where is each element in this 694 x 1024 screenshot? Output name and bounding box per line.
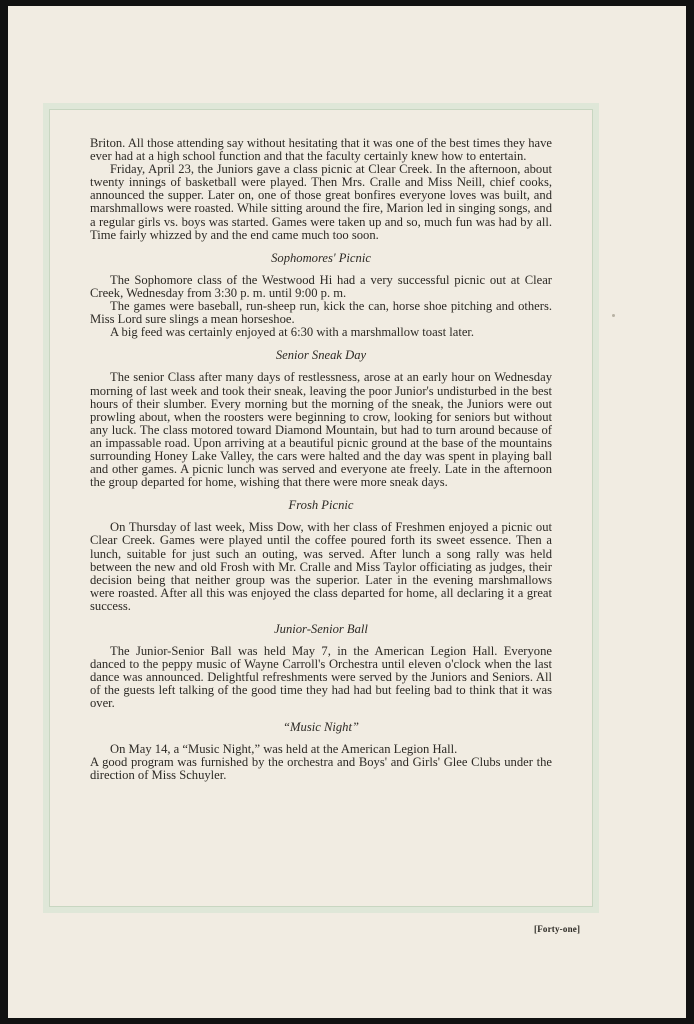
section-heading: Frosh Picnic xyxy=(288,498,354,513)
section-heading: Junior-Senior Ball xyxy=(274,622,368,636)
paragraph: The Sophomore class of the Westwood Hi had a very successful picnic out at Clear Creek, Wednesday from 3:30 p. m. until 9:00 p. m. xyxy=(90,272,552,300)
paragraph: On May 14, a “Music Night,” was held at the American Legion Hall. xyxy=(110,741,458,756)
paragraph: The games were baseball, run-sheep run, kick the can, horse shoe pitching and others. Miss Lord sure slings a mean horseshoe. xyxy=(90,299,552,327)
paragraph: Briton. All those attending say without hesitating that it was one of the best times they have ever had at a high school function and that the faculty certainly knew how to entertain. xyxy=(90,136,552,164)
page-content xyxy=(90,137,552,782)
paragraph: A good program was furnished by the orchestra and Boys' and Girls' Glee Clubs under the direction of Miss Schuyler. xyxy=(90,754,552,782)
page-number: [Forty-one] xyxy=(534,924,581,934)
section-heading: Senior Sneak Day xyxy=(275,348,367,363)
paragraph: Friday, April 23, the Juniors gave a class picnic at Clear Creek. In the afternoon, about twenty innings of basketball were played. Then Mrs. Cralle and Miss Neill, chief cooks, announced the supper. Later on, one of those great bonfires everyone loves was built, and marshmallows were roasted. While sitting around the fire, Marion led in singing songs, and a regular girls vs. boys was started. Games were taken up and so, much fun was had by all. Time fairly whizzed by and the end came much too soon. xyxy=(90,162,552,242)
paragraph: A big feed was certainly enjoyed at 6:30 with a marshmallow toast later. xyxy=(110,325,475,340)
paragraph: On Thursday of last week, Miss Dow, with her class of Freshmen enjoyed a picnic out Clear Creek. Games were played until the coffee poured forth its sweet essence. Then a lunch, suitable for just such an outing, was served. After lunch a song rally was held between the new and old Frosh with Mr. Cralle and Miss Taylor officiating as judges, their decision being that neither group was the superior. Later in the evening marshmallows were roasted. After all this was enjoyed the class departed for home, all declaring it a great success. xyxy=(90,520,552,613)
paper-speck xyxy=(612,314,615,317)
paragraph: The senior Class after many days of restlessness, arose at an early hour on Wednesday morning of last week and took their sneak, leaving the poor Junior's undisturbed in the best hours of their slumber. Every morning but the morning of the sneak, the Juniors were out prowling about, when the roosters were beginning to crow, looking for seniors but without any luck. The class motored toward Diamond Mountain, but had to turn around because of an impassable road. Upon arriving at a beautiful picnic ground at the base of the mountains surrounding Honey Lake Valley, the cars were halted and the day was spent in playing ball and other games. A picnic lunch was served and everyone ate freely. Late in the afternoon the group departed for home, wishing that there were more sneak days. xyxy=(90,370,552,490)
section-heading: Sophomores' Picnic xyxy=(271,250,371,265)
paragraph: The Junior-Senior Ball was held May 7, in the American Legion Hall. Everyone danced to the peppy music of Wayne Carroll's Orchestra until eleven o'clock when the last dance was announced. Delightful refreshments were served by the Juniors and Seniors. All of the guests left talking of the good time they had had but feeling bad to think that it was over. xyxy=(90,644,552,711)
section-heading: “Music Night” xyxy=(283,719,359,734)
